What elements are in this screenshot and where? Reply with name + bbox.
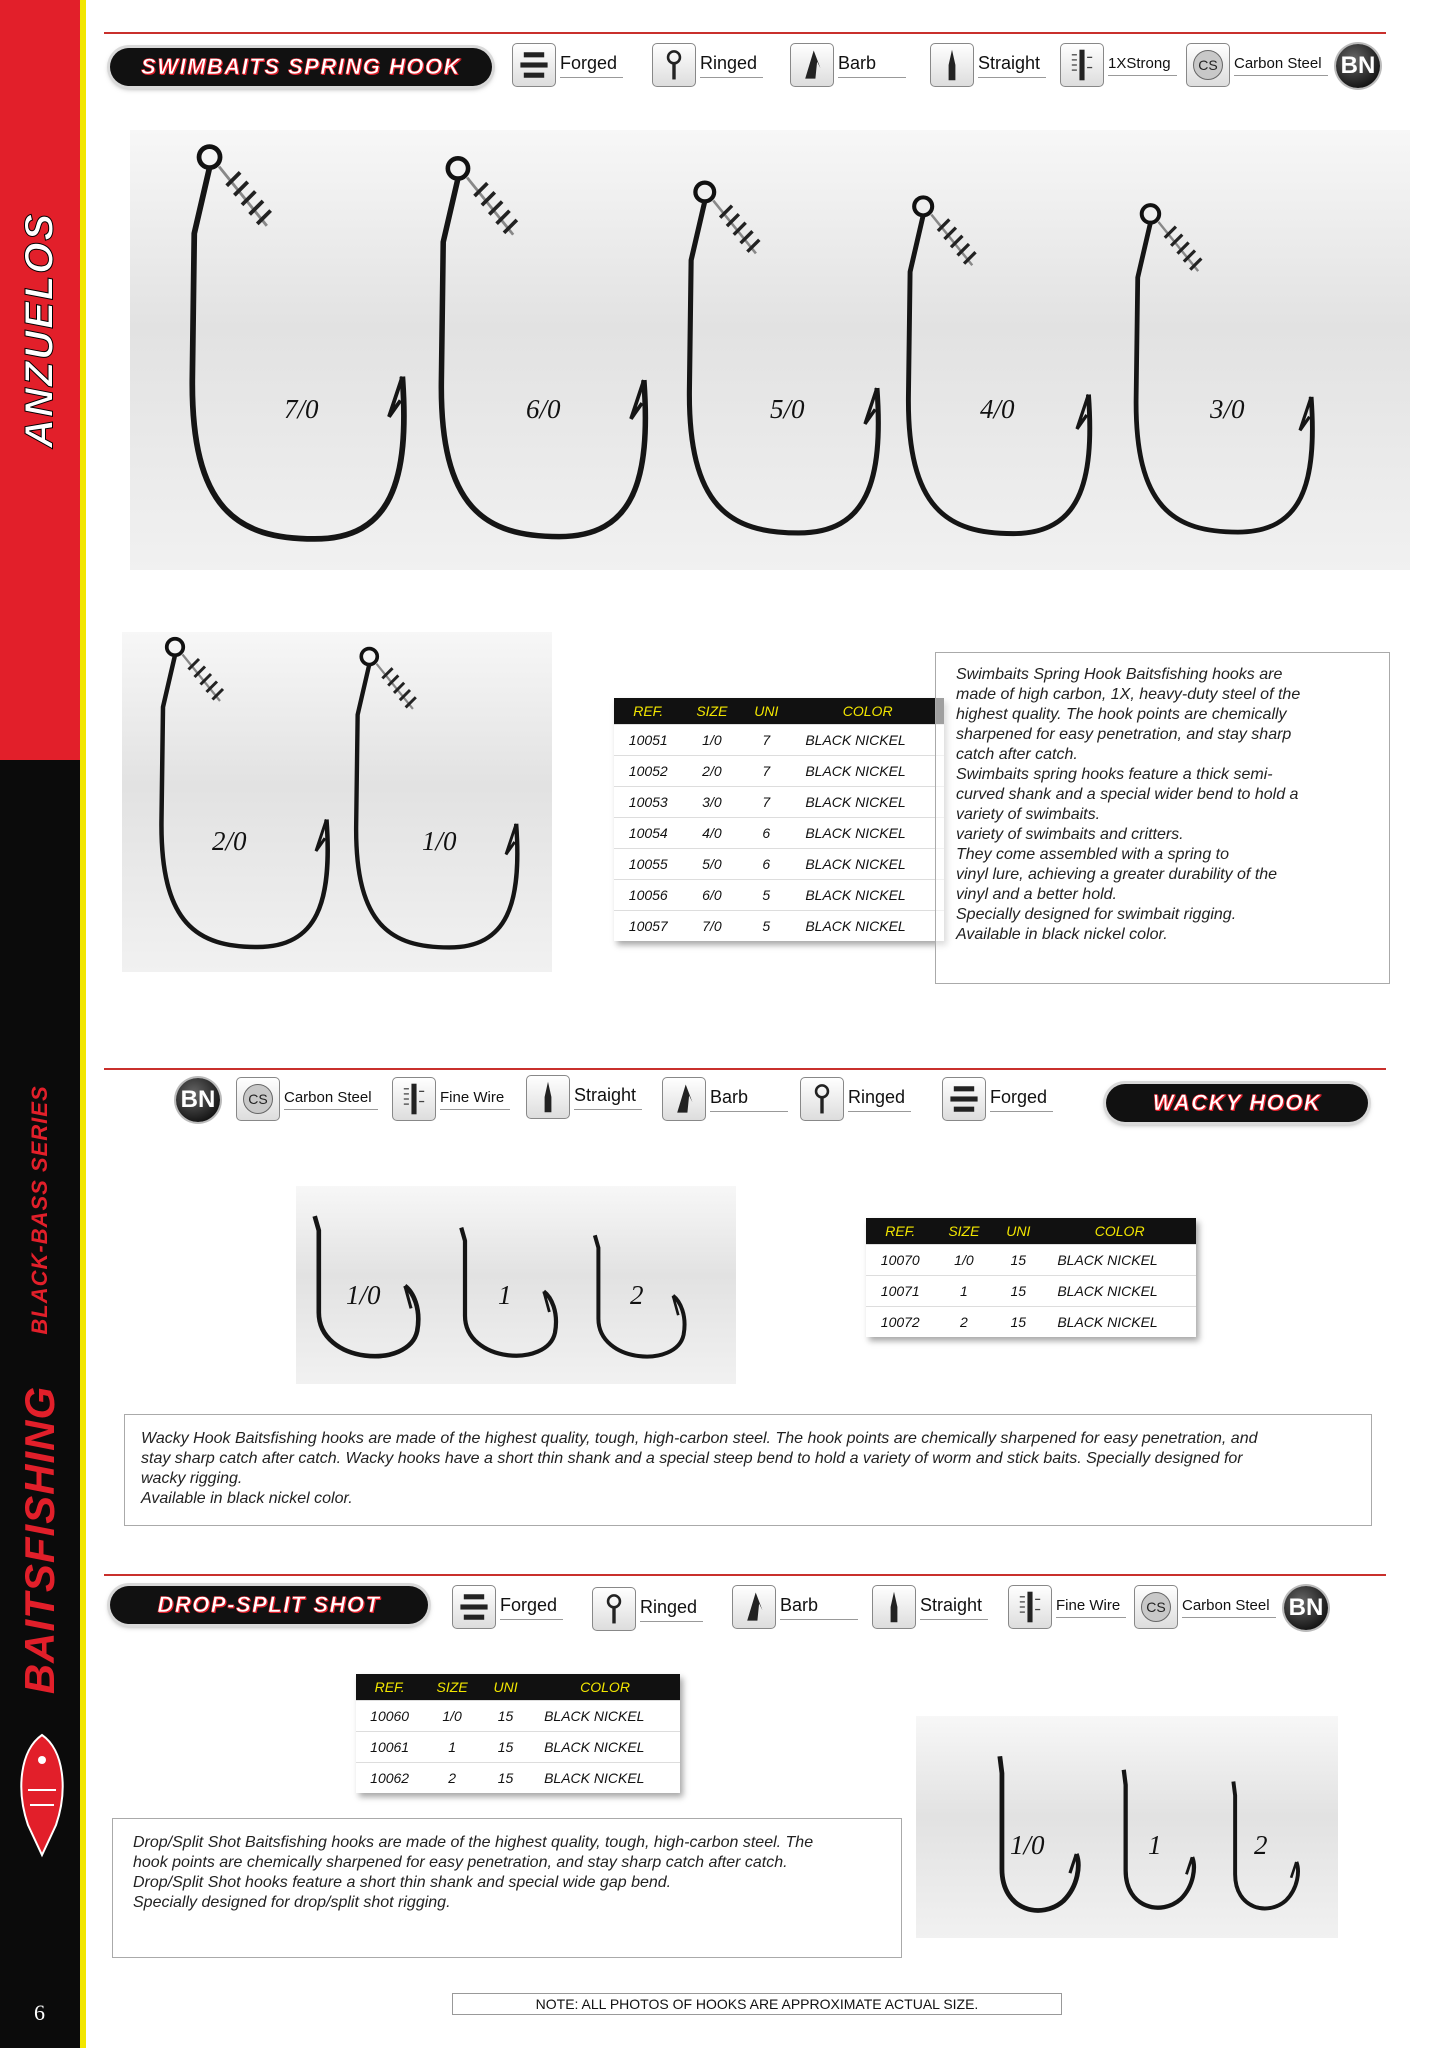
col-uni: UNI: [993, 1218, 1043, 1245]
uni-cell: 15: [993, 1276, 1043, 1307]
wacky-size-1: 1: [498, 1280, 512, 1310]
color-cell: BLACK NICKEL: [1043, 1276, 1196, 1307]
color-cell: BLACK NICKEL: [530, 1732, 680, 1763]
feature-straight-wacky: Straight: [526, 1074, 642, 1120]
feature-forged: Forged: [512, 42, 623, 88]
feature-ringed: Ringed: [652, 42, 763, 88]
ref-cell: 10054: [614, 818, 683, 849]
side-spine: [0, 0, 86, 2048]
description-line: vinyl lure, achieving a greater durability of the: [956, 866, 1278, 883]
color-cell: BLACK NICKEL: [791, 849, 944, 880]
title-swimbaits: SWIMBAITS SPRING HOOK: [110, 48, 492, 86]
size-cell: 1/0: [423, 1701, 481, 1732]
spec-table-dropshot: [356, 1674, 680, 1793]
size-cell: 1/0: [935, 1245, 994, 1276]
uni-cell: 7: [741, 725, 791, 756]
size-label-4-0: 4/0: [980, 394, 1015, 424]
size-label-1-0: 1/0: [422, 826, 457, 856]
ref-cell: 10062: [356, 1763, 423, 1794]
title-wacky: WACKY HOOK: [1106, 1084, 1368, 1122]
ref-cell: 10053: [614, 787, 683, 818]
col-uni: UNI: [481, 1674, 530, 1701]
description-line: curved shank and a special wider bend to hold a: [956, 786, 1299, 803]
color-cell: BLACK NICKEL: [791, 880, 944, 911]
feature-ringed-dropshot: Ringed: [592, 1586, 703, 1632]
size-cell: 2: [935, 1307, 994, 1338]
description-line: Specially designed for drop/split shot rigging.: [133, 1894, 451, 1911]
col-uni: UNI: [741, 698, 791, 725]
size-label-5-0: 5/0: [770, 394, 805, 424]
spine-yellow-stripe: [80, 0, 86, 2048]
uni-cell: 7: [741, 787, 791, 818]
size-cell: 2: [423, 1763, 481, 1794]
col-color: COLOR: [1043, 1218, 1196, 1245]
barb-icon: [667, 1082, 701, 1116]
size-cell: 1: [935, 1276, 994, 1307]
feature-fine-wire-wacky: Fine Wire: [392, 1076, 510, 1122]
size-cell: 1: [423, 1732, 481, 1763]
color-cell: BLACK NICKEL: [1043, 1307, 1196, 1338]
table-row: [614, 787, 944, 818]
uni-cell: 15: [481, 1701, 530, 1732]
table-row: [614, 725, 944, 756]
size-label-6-0: 6/0: [526, 394, 561, 424]
description-swimbaits: [935, 652, 1390, 984]
uni-cell: 15: [481, 1763, 530, 1794]
ref-cell: 10071: [866, 1276, 935, 1307]
feature-straight: Straight: [930, 42, 1046, 88]
table-row: [614, 880, 944, 911]
forged-icon: [457, 1590, 491, 1624]
size-cell: 5/0: [683, 849, 742, 880]
wire-gauge-icon: [1013, 1590, 1047, 1624]
description-dropshot: [112, 1818, 902, 1958]
feature-barb-dropshot: Barb: [732, 1584, 858, 1630]
table-row: [614, 849, 944, 880]
black-nickel-badge-dropshot: BN: [1284, 1586, 1328, 1630]
section-rule-wacky: [104, 1068, 1386, 1070]
ref-cell: 10055: [614, 849, 683, 880]
size-label-7-0: 7/0: [284, 394, 319, 424]
uni-cell: 15: [993, 1245, 1043, 1276]
feature-barb: Barb: [790, 42, 906, 88]
hook-7-0-image: [160, 138, 450, 558]
section-rule-swimbaits: [104, 32, 1386, 34]
straight-icon: [877, 1590, 911, 1624]
description-line: variety of swimbaits.: [956, 806, 1101, 823]
barb-icon: [737, 1590, 771, 1624]
description-line: highest quality. The hook points are chemically: [956, 706, 1287, 723]
table-row: [614, 911, 944, 942]
footer-note: NOTE: ALL PHOTOS OF HOOKS ARE APPROXIMATE ACTUAL SIZE.: [452, 1993, 1062, 2015]
drop-size-1-0: 1/0: [1010, 1830, 1045, 1860]
table-row: [866, 1307, 1196, 1338]
table-row: [614, 756, 944, 787]
table-row: [866, 1276, 1196, 1307]
uni-cell: 5: [741, 911, 791, 942]
color-cell: BLACK NICKEL: [530, 1763, 680, 1794]
description-line: vinyl and a better hold.: [956, 886, 1117, 903]
table-row: [866, 1245, 1196, 1276]
page-number: 6: [34, 2000, 45, 2025]
title-dropshot: DROP-SPLIT SHOT: [110, 1586, 428, 1624]
size-cell: 6/0: [683, 880, 742, 911]
uni-cell: 6: [741, 818, 791, 849]
forged-icon: [517, 48, 551, 82]
wacky-size-2: 2: [630, 1280, 644, 1310]
size-label-3-0: 3/0: [1210, 394, 1245, 424]
carbon-steel-icon: CS: [1193, 50, 1223, 80]
description-line: stay sharp catch after catch. Wacky hooks have a short thin shank and a special steep bend to hold a variety of worm and stick baits. Specially designed for: [141, 1450, 1243, 1467]
size-cell: 4/0: [683, 818, 742, 849]
drop-size-2: 2: [1254, 1830, 1268, 1860]
feature-1xstrong: 1XStrong: [1060, 42, 1177, 88]
description-line: Specially designed for swimbait rigging.: [956, 906, 1237, 923]
table-row: [356, 1763, 680, 1794]
description-line: catch after catch.: [956, 746, 1078, 763]
table-row: [614, 818, 944, 849]
drop-size-1: 1: [1148, 1830, 1162, 1860]
ref-cell: 10052: [614, 756, 683, 787]
uni-cell: 5: [741, 880, 791, 911]
color-cell: BLACK NICKEL: [791, 756, 944, 787]
description-line: Available in black nickel color.: [141, 1490, 353, 1507]
hook-6-0-image: [410, 150, 690, 555]
description-line: Available in black nickel color.: [956, 926, 1168, 943]
col-size: SIZE: [683, 698, 742, 725]
color-cell: BLACK NICKEL: [791, 911, 944, 942]
ref-cell: 10070: [866, 1245, 935, 1276]
uni-cell: 15: [993, 1307, 1043, 1338]
wacky-size-1-0: 1/0: [346, 1280, 381, 1310]
col-size: SIZE: [935, 1218, 994, 1245]
ref-cell: 10056: [614, 880, 683, 911]
series-label: BLACK-BASS SERIES: [27, 1085, 52, 1335]
ringed-icon: [805, 1082, 839, 1116]
ref-cell: 10051: [614, 725, 683, 756]
straight-icon: [531, 1080, 565, 1114]
table-row: [356, 1701, 680, 1732]
black-nickel-badge-wacky: BN: [176, 1078, 220, 1122]
feature-fine-wire-dropshot: Fine Wire: [1008, 1584, 1126, 1630]
section-label: ANZUELOS: [17, 212, 62, 448]
description-line: Drop/Split Shot hooks feature a short thin shank and special wide gap bend.: [133, 1874, 672, 1891]
section-rule-dropshot: [104, 1574, 1386, 1576]
color-cell: BLACK NICKEL: [791, 818, 944, 849]
description-line: Swimbaits spring hooks feature a thick semi-: [956, 766, 1273, 783]
size-label-2-0: 2/0: [212, 826, 247, 856]
ringed-icon: [597, 1592, 631, 1626]
spec-table-swimbaits: [614, 698, 944, 941]
wire-gauge-icon: [1065, 48, 1099, 82]
size-cell: 7/0: [683, 911, 742, 942]
description-line: Wacky Hook Baitsfishing hooks are made of the highest quality, tough, high-carbon steel. The hook points are chemically sharpened for easy penetration, and: [141, 1430, 1258, 1447]
feature-straight-dropshot: Straight: [872, 1584, 988, 1630]
hook-4-0-image: [880, 190, 1130, 550]
straight-icon: [935, 48, 969, 82]
uni-cell: 6: [741, 849, 791, 880]
barb-icon: [795, 48, 829, 82]
size-cell: 1/0: [683, 725, 742, 756]
description-line: wacky rigging.: [141, 1470, 243, 1487]
ref-cell: 10060: [356, 1701, 423, 1732]
description-line: They come assembled with a spring to: [956, 846, 1230, 863]
uni-cell: 15: [481, 1732, 530, 1763]
ref-cell: 10057: [614, 911, 683, 942]
col-size: SIZE: [423, 1674, 481, 1701]
ringed-icon: [657, 48, 691, 82]
table-row: [356, 1732, 680, 1763]
feature-forged-wacky: Forged: [942, 1076, 1053, 1122]
color-cell: BLACK NICKEL: [530, 1701, 680, 1732]
col-color: COLOR: [791, 698, 944, 725]
spec-table-wacky: [866, 1218, 1196, 1337]
feature-carbon-steel-wacky: CS Carbon Steel: [236, 1076, 378, 1122]
description-line: hook points are chemically sharpened for easy penetration, and stay sharp catch after catch.: [133, 1854, 788, 1871]
description-line: made of high carbon, 1X, heavy-duty steel of the: [956, 686, 1301, 703]
color-cell: BLACK NICKEL: [1043, 1245, 1196, 1276]
col-ref: REF.: [356, 1674, 423, 1701]
ref-cell: 10061: [356, 1732, 423, 1763]
size-cell: 2/0: [683, 756, 742, 787]
feature-forged-dropshot: Forged: [452, 1584, 563, 1630]
feature-carbon-steel-dropshot: CS Carbon Steel: [1134, 1584, 1276, 1630]
carbon-steel-icon: CS: [1141, 1592, 1171, 1622]
description-line: sharpened for easy penetration, and stay sharp: [956, 726, 1292, 743]
color-cell: BLACK NICKEL: [791, 725, 944, 756]
black-nickel-badge: BN: [1336, 44, 1380, 88]
feature-ringed-wacky: Ringed: [800, 1076, 911, 1122]
feature-barb-wacky: Barb: [662, 1076, 788, 1122]
description-line: Swimbaits Spring Hook Baitsfishing hooks are: [956, 666, 1283, 683]
bass-fish-logo-icon: [12, 1730, 72, 1860]
feature-carbon-steel: CS Carbon Steel: [1186, 42, 1328, 88]
hook-3-0-image: [1110, 198, 1350, 548]
col-color: COLOR: [530, 1674, 680, 1701]
col-ref: REF.: [614, 698, 683, 725]
uni-cell: 7: [741, 756, 791, 787]
size-cell: 3/0: [683, 787, 742, 818]
hook-2-0-image: [140, 632, 360, 962]
ref-cell: 10072: [866, 1307, 935, 1338]
wire-gauge-icon: [397, 1082, 431, 1116]
color-cell: BLACK NICKEL: [791, 787, 944, 818]
description-line: variety of swimbaits and critters.: [956, 826, 1184, 843]
col-ref: REF.: [866, 1218, 935, 1245]
brand-label: BAITSFISHING: [16, 1385, 63, 1695]
forged-icon: [947, 1082, 981, 1116]
carbon-steel-icon: CS: [243, 1084, 273, 1114]
description-line: Drop/Split Shot Baitsfishing hooks are made of the highest quality, tough, high-carbon steel. The: [133, 1834, 814, 1851]
description-wacky: [124, 1414, 1372, 1526]
hook-1-0-image: [332, 642, 552, 962]
